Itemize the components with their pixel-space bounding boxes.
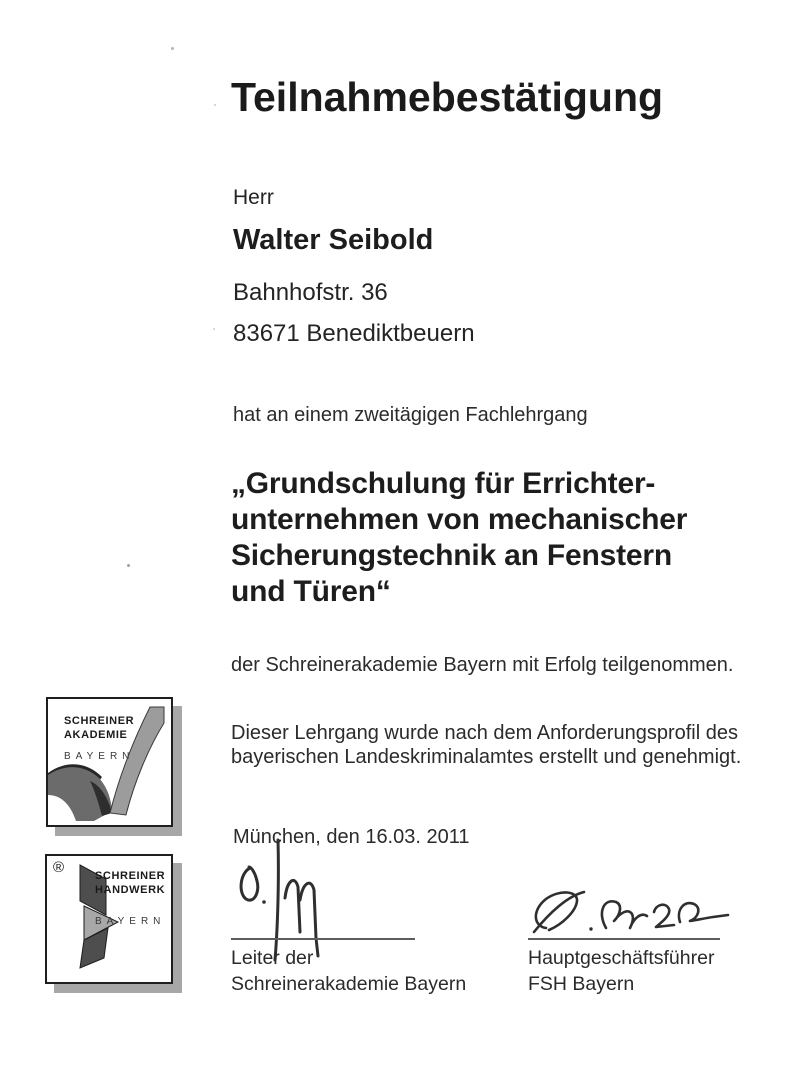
signatory-left-role: Leiter der: [231, 947, 314, 969]
approval-paragraph: [231, 721, 741, 769]
signatory-left-org: Schreinerakademie Bayern: [231, 973, 467, 995]
course-title: [231, 466, 687, 610]
handwerk-logo-line1: SCHREINER: [95, 870, 166, 882]
course-title-line: „Grundschulung für Errichter-: [231, 467, 656, 500]
akademie-logo-line1: SCHREINER: [64, 715, 135, 727]
approval-line: Dieser Lehrgang wurde nach dem Anforderungsprofil des: [231, 722, 738, 744]
scan-speck: [127, 564, 130, 567]
recipient-city: 83671 Benediktbeuern: [233, 320, 475, 347]
scan-speck: [214, 104, 216, 106]
registered-trademark-icon: ®: [53, 859, 65, 876]
recipient-street: Bahnhofstr. 36: [233, 279, 388, 306]
handwerk-logo-line2: HANDWERK: [95, 884, 166, 896]
signatory-right-org: FSH Bayern: [528, 973, 635, 995]
course-title-line: Sicherungstechnik an Fenstern: [231, 539, 672, 572]
schreinerakademie-logo: [46, 697, 173, 827]
signature-line-left: [231, 938, 415, 940]
approval-line: bayerischen Landeskriminalamtes erstellt und genehmigt.: [231, 746, 742, 768]
signatory-right-role: Hauptgeschäftsführer: [528, 947, 715, 969]
certificate-title: Teilnahmebestätigung: [231, 74, 664, 120]
salutation: Herr: [233, 186, 274, 209]
recipient-name: Walter Seibold: [233, 224, 434, 256]
completion-line: der Schreinerakademie Bayern mit Erfolg teilgenommen.: [231, 654, 734, 676]
akademie-logo-region: BAYERN: [64, 751, 135, 762]
signatory-left: [231, 945, 466, 997]
schreiner-handwerk-logo: [45, 854, 173, 984]
course-title-line: unternehmen von mechanischer: [231, 503, 688, 536]
signature-line-right: [528, 938, 720, 940]
scan-speck: [171, 47, 174, 50]
place-date: München, den 16.03. 2011: [233, 826, 470, 848]
scan-speck: [213, 328, 215, 330]
akademie-logo-line2: AKADEMIE: [64, 729, 128, 741]
course-title-line: und Türen“: [231, 575, 391, 608]
signature-right-ink: [520, 884, 735, 940]
intro-line: hat an einem zweitägigen Fachlehrgang: [233, 404, 588, 426]
signatory-right: [528, 945, 714, 997]
handwerk-logo-region: BAYERN: [95, 916, 166, 927]
